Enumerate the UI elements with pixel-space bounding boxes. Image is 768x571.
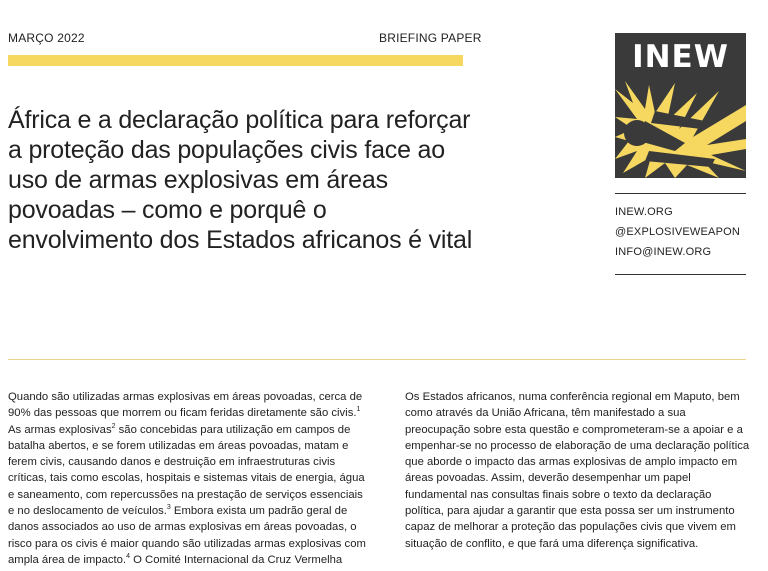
footnote-ref: 2 (111, 422, 116, 430)
footnote-ref: 1 (356, 406, 361, 414)
footnote-ref: 4 (126, 553, 130, 561)
contact-bottom-rule (615, 274, 746, 275)
explosion-icon (615, 81, 746, 178)
document-title: África e a declaração política para reforçar a proteção das populações civis face ao uso de armas explosivas em áreas povoadas – como e porquê o envolvimento dos Estados africanos é vital (8, 105, 473, 254)
intro-paragraph: Quando são utilizadas armas explosivas em áreas povoadas, cerca de 90% das pessoas que morrem ou ficam feridas diretamente são civis.$^1$ As armas explosivas$^2$ são concebidas para utilização em campos de batalha abertos, e se forem utilizadas em áreas povoadas, matam e ferem civis, causando danos e destruição em infraestruturas civis críticas, tais como escolas, hospitais e sistemas vitais de energia, água e saneamento, com repercussões na prestação de serviços essenciais e no deslocamento de veículos.$^3$ Embora exista um padrão geral de danos associados ao uso de armas explosivas em áreas povoadas, o risco para os civis é maior quando são utilizadas armas explosivas com ampla área de impacto.$^4$ O Comité Internacional da Cruz Vermelha (8, 391, 366, 566)
african-states-paragraph: Os Estados africanos, numa conferência regional em Maputo, bem como através da União Africana, têm manifestado a sua preocupação sobre esta questão e comprometeram-se a apoiar e a empenhar-se no processo de elaboração de uma declaração política que aborde o impacto das armas explosivas de amplo impacto em áreas povoadas. Assim, deverão desempenhar um papel fundamental nas consultas finais sobre o texto da declaração política, para ajudar a garantir que esta possa ser um instrumento capaz de melhorar a proteção das populações civis que vivem em situação de conflito, e que fará uma diferença significativa. (405, 391, 750, 550)
body-column-right (405, 389, 750, 552)
body-column-left (8, 389, 370, 571)
contact-top-rule (615, 193, 746, 194)
section-divider (8, 359, 746, 360)
twitter-handle-link[interactable]: @EXPLOSIVEWEAPON (615, 226, 741, 238)
website-link[interactable]: INEW.ORG (615, 206, 673, 218)
yellow-accent-bar (8, 55, 463, 66)
footnote-ref: 3 (166, 504, 171, 512)
email-link[interactable]: INFO@INEW.ORG (615, 246, 712, 258)
paper-type-label: BRIEFING PAPER (379, 31, 482, 45)
date-label: MARÇO 2022 (8, 31, 85, 45)
logo-text: INEW (632, 39, 729, 75)
inew-logo (615, 33, 746, 178)
